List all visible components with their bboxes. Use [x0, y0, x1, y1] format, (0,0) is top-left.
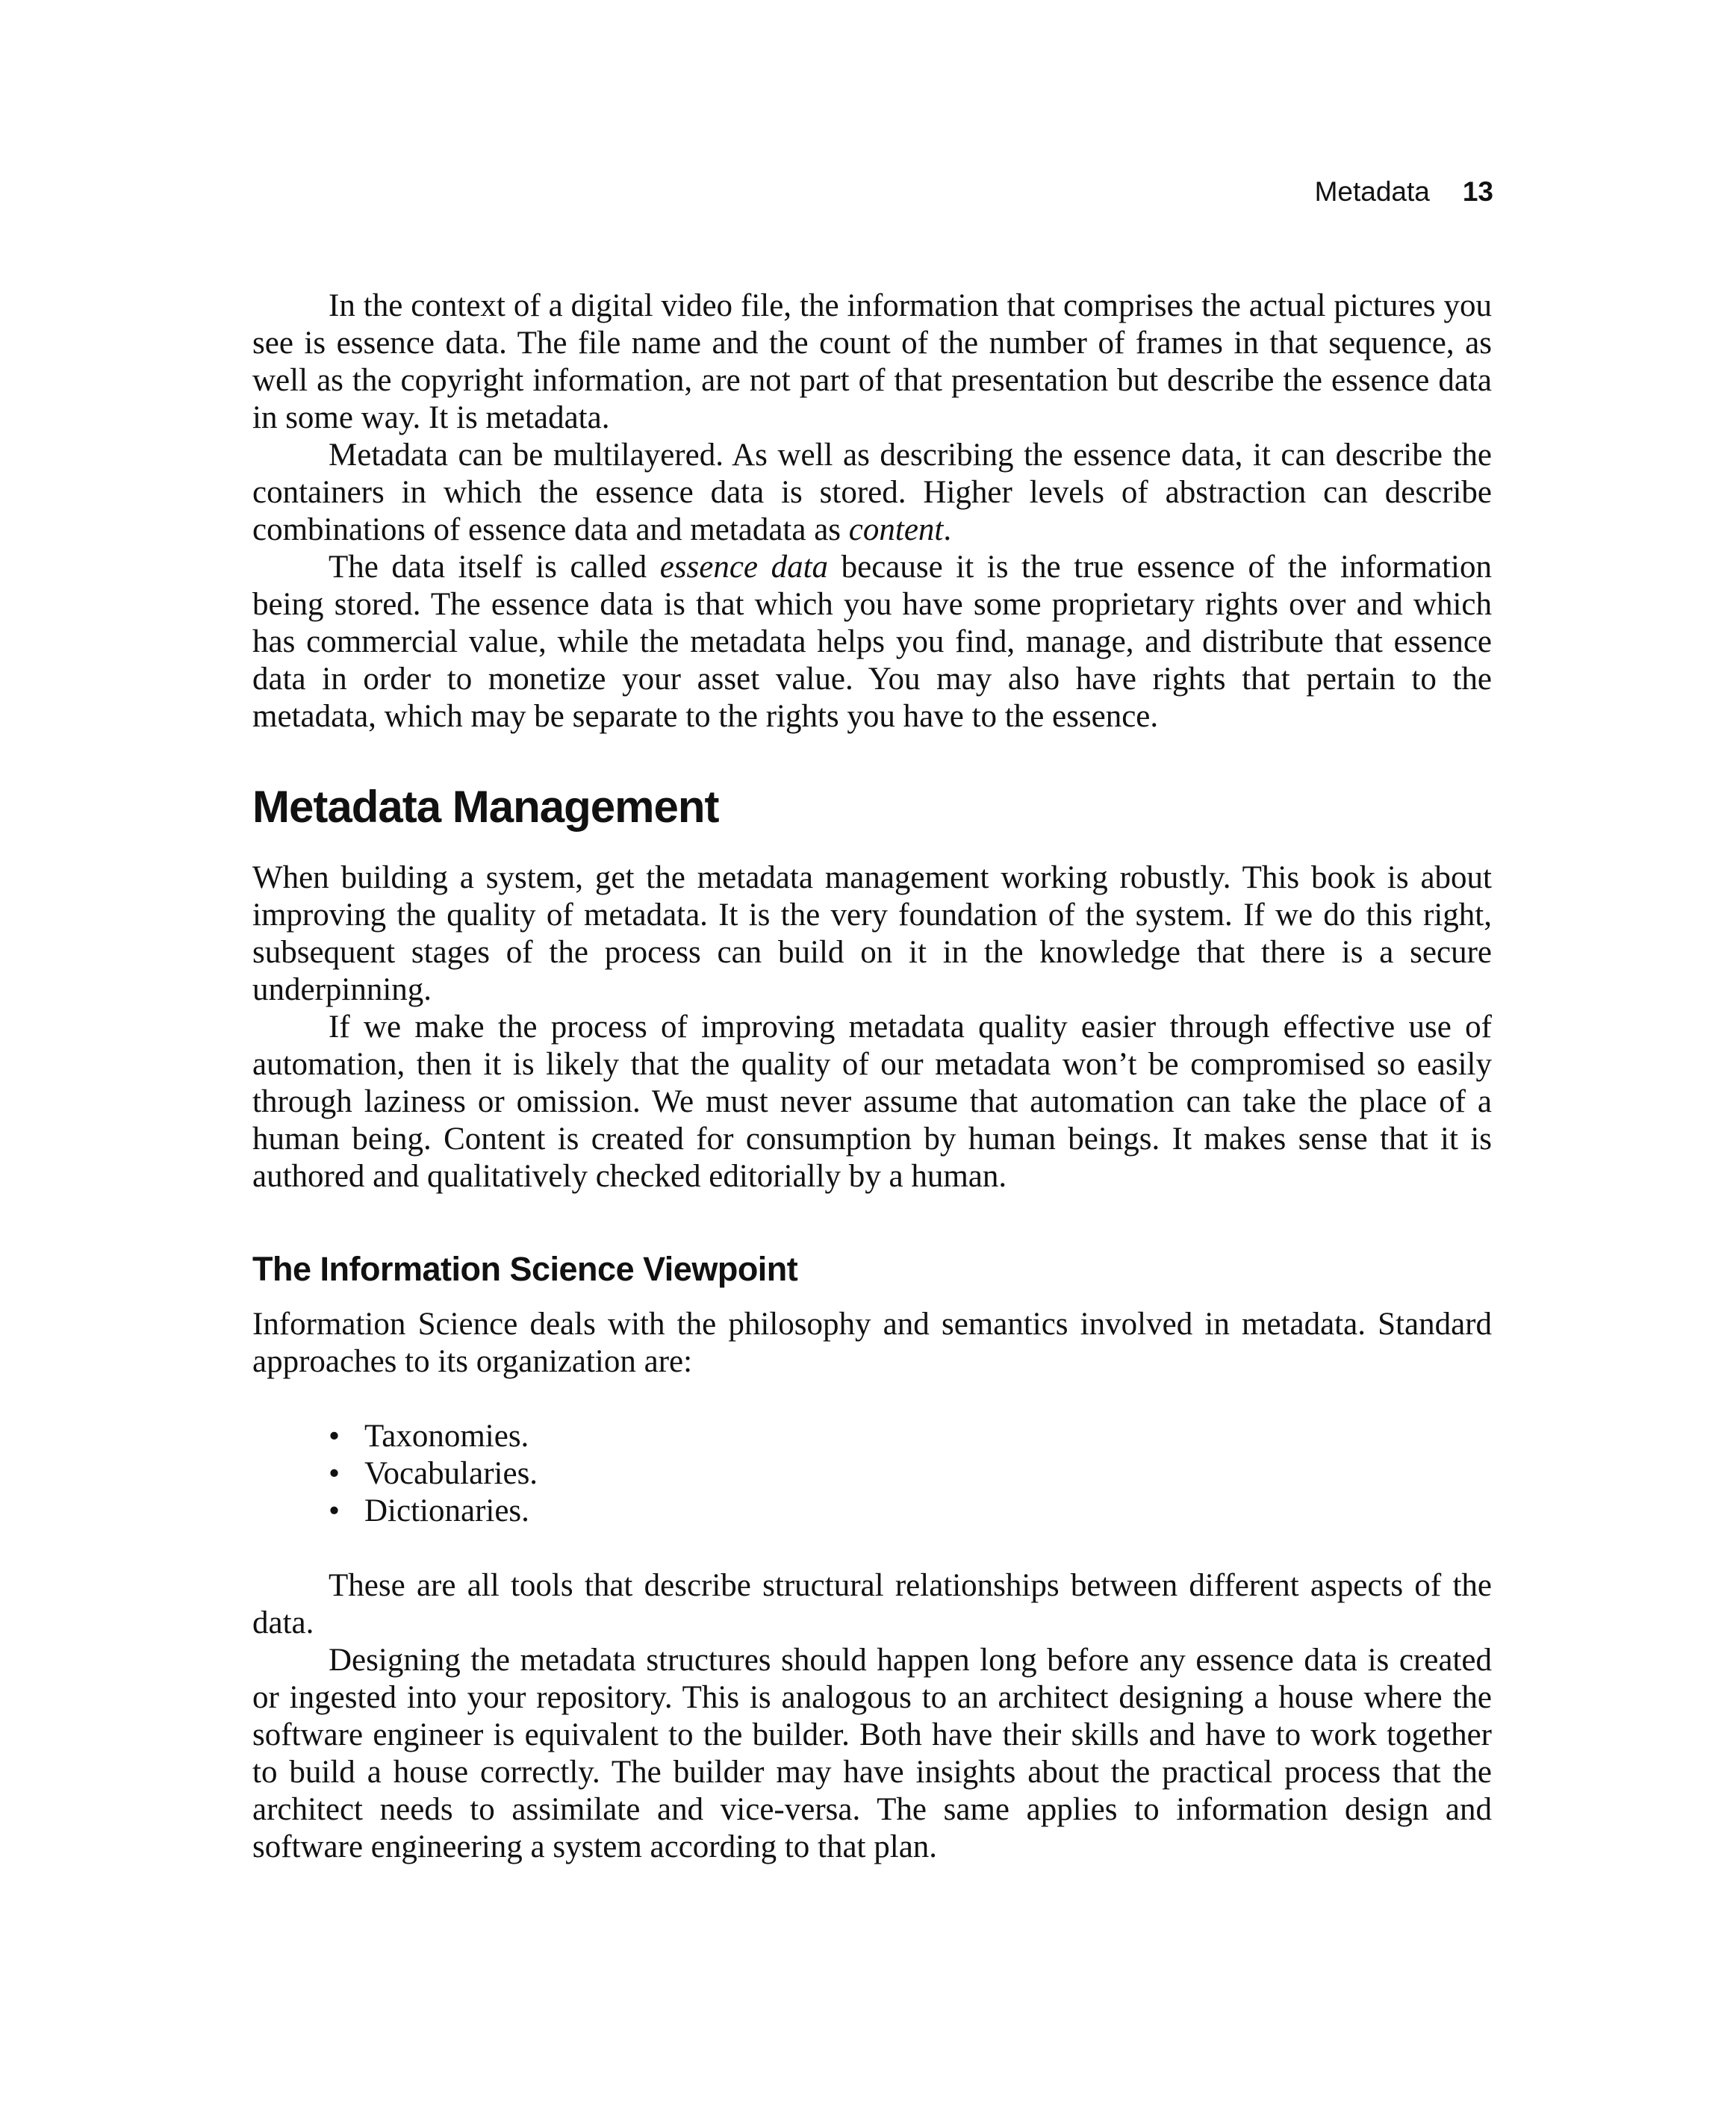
list-item [252, 1418, 1492, 1455]
bullet-list [252, 1418, 1492, 1530]
page-number: 13 [1462, 176, 1493, 207]
heading-information-science-viewpoint: The Information Science Viewpoint [252, 1250, 798, 1288]
running-header [1120, 173, 1493, 211]
running-title: Metadata [1314, 176, 1430, 207]
info-science-paragraph-1: Information Science deals with the philosophy and semantics involved in metadata. Standard approaches to its organization are: [252, 1307, 1492, 1379]
info-science-paragraph-3: Designing the metadata structures should happen long before any essence data is created or ingested into your repository. This is analogous to an architect designing a house where the software engineer is equivalent to the builder. Both have their skills and have to work together to build a house correctly. The builder may have insights about the practical process that the architect needs to assimilate and vice-versa. The same applies to information design and software engineering a system according to that plan. [252, 1643, 1492, 1864]
bullet-icon: • [329, 1493, 340, 1528]
intro-paragraph-2-text: Metadata can be multilayered. As well as describing the essence data, it can describe the containers in which the essence data is stored. Higher levels of abstraction can describe combinations of essence data and metadata as [252, 438, 1492, 547]
info-science-paragraph-2: These are all tools that describe structural relationships between different aspects of the data. [252, 1568, 1492, 1640]
emphasis-content: content [848, 512, 944, 547]
intro-paragraph-3 [252, 549, 1492, 735]
intro-paragraph-3-after: because it is the true essence of the information being stored. The essence data is that which you have some proprietary rights over and which has commercial value, while the metadata helps you find, manage, and distribute that essence data in order to monetize your asset value. You may also have rights that pertain to the metadata, which may be separate to the rights you have to the essence. [252, 550, 1492, 734]
page-body [252, 287, 1492, 1866]
management-paragraph-2: If we make the process of improving metadata quality easier through effective use of automation, then it is likely that the quality of our metadata won’t be compromised so easily through laziness or omission. We must never assume that automation can take the place of a human being. Content is created for consumption by human beings. It makes sense that it is authored and qualitatively checked editorially by a human. [252, 1009, 1492, 1194]
list-item-text: Vocabularies. [364, 1456, 538, 1491]
list-item-text: Taxonomies. [364, 1419, 529, 1454]
intro-paragraph-2-end: . [943, 512, 952, 547]
list-item [252, 1493, 1492, 1530]
list-item-text: Dictionaries. [364, 1493, 529, 1528]
intro-paragraph-3-before: The data itself is called [329, 550, 660, 585]
bullet-icon: • [329, 1456, 340, 1491]
emphasis-essence-data: essence data [659, 550, 829, 585]
heading-metadata-management: Metadata Management [252, 782, 719, 832]
management-paragraph-1: When building a system, get the metadata management working robustly. This book is about improving the quality of metadata. It is the very foundation of the system. If we do this right, subsequent stages of the process can build on it in the knowledge that there is a secure underpinning. [252, 860, 1492, 1007]
intro-paragraph-1: In the context of a digital video file, the information that comprises the actual pictures you see is essence data. The file name and the count of the number of frames in that sequence, as well as the copyright information, are not part of that presentation but describe the essence data in some way. It is metadata. [252, 288, 1492, 435]
intro-paragraph-2 [252, 437, 1492, 549]
bullet-icon: • [329, 1419, 340, 1454]
list-item [252, 1455, 1492, 1493]
